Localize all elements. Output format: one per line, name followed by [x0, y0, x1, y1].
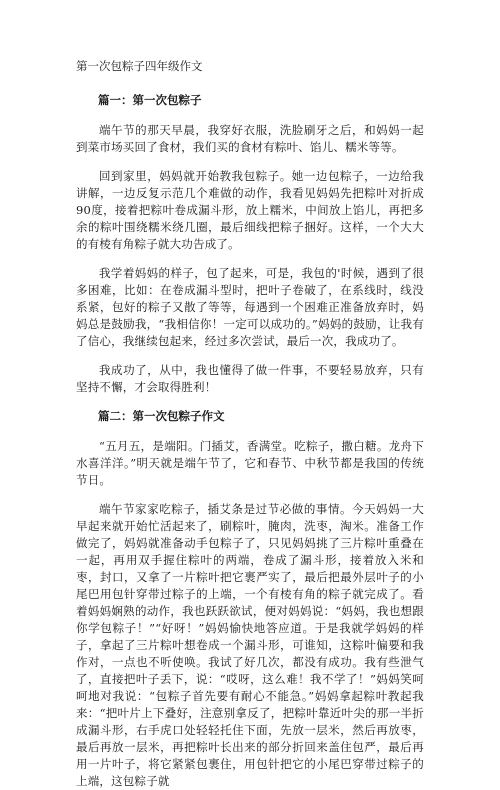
section-heading: 篇一：第一次包粽子: [98, 93, 202, 107]
paragraph: 端午节家家吃粽子，插艾条是过节必做的事情。今天妈妈一大早起来就开始忙活起来了，刷粽叶，腌肉，洗枣，淘米。准备工作做完了，妈妈就准备动手包粽子了，只见妈妈挑了三片粽叶重叠在一起，再用双手握住粽叶的两端，卷成了漏斗形，接着放入米和枣，封口，又拿了一片粽叶把它裹严实了，最后把最外层叶子的小尾巴用包针穿带过粽子的上端，一个有棱有角的粽子就完成了。看着妈妈娴熟的动作，我也跃跃欲试，便对妈妈说：“妈妈，我也想跟你学包粽子！”“好呀！”妈妈愉快地答应道。于是我就学妈妈的样子，拿起了三片粽叶想卷成一个漏斗形，可谁知，这粽叶偏要和我作对，一点也不听使唤。我试了好几次，都没有成功。我有些泄气了，直接把叶子丢下，说：“哎呀，这么难！我不学了！”妈妈笑呵呵地对我说：“包粽子首先要有耐心不能急。”妈妈拿起粽叶教起我来：“把叶片上下叠好，注意别拿反了，把粽叶靠近叶尖的那一半折成漏斗形，右手虎口处轻轻托住下面，先放一层米，然后再放枣，最后再放一层米，再把粽叶长出来的部分折回来盖住包严，最后再用一片叶子，将它紧紧包裹住，用包针把它的小尾巴穿带过粽子的上端，这包粽子就: [76, 502, 424, 788]
section-2: [76, 408, 424, 790]
document-title: 第一次包粽子四年级作文: [76, 59, 203, 73]
paragraph: 我成功了，从中，我也懂得了做一件事，不要轻易放弃，只有坚持不懈，才会取得胜利！: [76, 363, 424, 394]
section-1: [76, 92, 424, 396]
paragraph: “五月五，是端阳。门插艾，香满堂。吃粽子，撒白糖。龙舟下水喜洋洋。”明天就是端午节了，它和春节、中秋节都是我国的传统节日。: [76, 439, 424, 487]
paragraph: 我学着妈妈的样子，包了起来，可是，我包的'时候，遇到了很多困难，比如：在卷成漏斗型时，把叶子卷破了，在系线时，线没系紧，包好的粽子又散了等等，每遇到一个困难正准备放弃时，妈妈总是鼓励我，“我相信你！一定可以成功的。”妈妈的鼓励，让我有了信心，我继续包起来，经过多次尝试，最后一次，我成功了。: [76, 266, 424, 348]
paragraph: 回到家里，妈妈就开始教我包粽子。她一边包粽子，一边给我讲解，一边反复示范几个难做的动作，我看见妈妈先把粽叶对折成90度，接着把粽叶卷成漏斗形，放上糯米，中间放上馅儿，再把多余的粽叶围绕糯米绕几圈，最后细线把粽子捆好。这样，一个大大的有棱有角粽子就大功告成了。: [76, 169, 424, 251]
paragraph: 端午节的那天早晨，我穿好衣服，洗脸刷牙之后，和妈妈一起到菜市场买回了食材，我们买的食材有粽叶、馅儿、糯米等等。: [76, 123, 424, 154]
section-heading: 篇二：第一次包粽子作文: [98, 409, 225, 423]
